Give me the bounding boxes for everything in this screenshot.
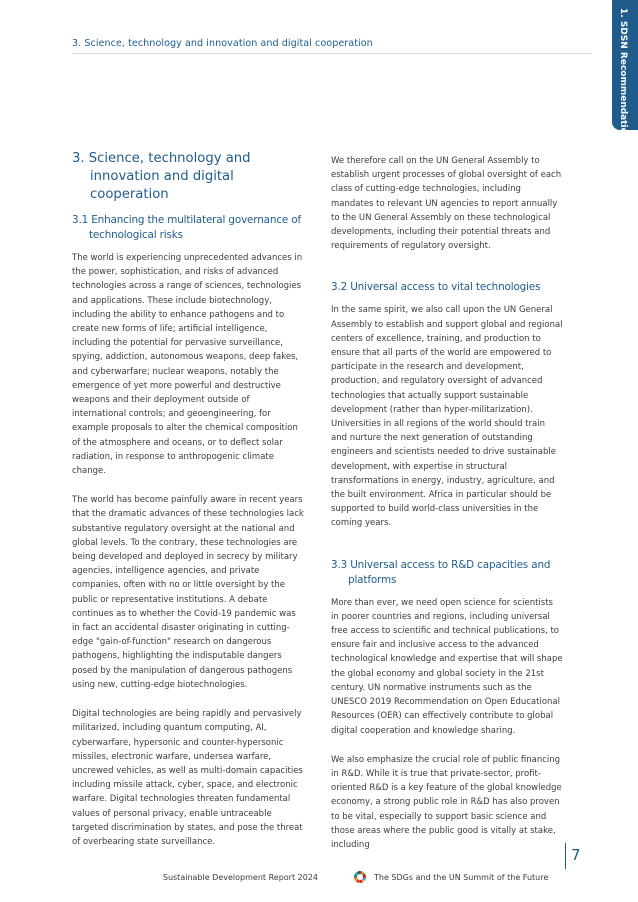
paragraph: We therefore call on the UN General Assembly to establish urgent processes of global oversight of each class of cutting-edge technologies, including mandates to relevant UN agencies to report annually to the UN General Assembly on these technological developments, including their potential threats and requirements of regulatory oversight. bbox=[331, 156, 562, 252]
section-side-tab bbox=[612, 0, 638, 146]
paragraph: The world has become painfully aware in recent years that the dramatic advances of these technologies lack substantive regulatory oversight at the national and global levels. To the contrary, these technologies are being developed and deployed in secrecy by military agencies, intelligence agencies, and private companies, often with no or little oversight by the public or representative institutions. A debate continues as to whether the Covid-19 pandemic was in fact an accidental disaster originating in cutting-edge "gain-of-function" research on dangerous pathogens, highlighting the indisputable dangers posed by the manipulation of dangerous pathogens using new, cutting-edge biotechnologies. bbox=[72, 495, 304, 690]
paragraph: The world is experiencing unprecedented advances in the power, sophistication, and risks of advanced technologies across a range of sciences, technologies and applications. These include biotechnology, including the ability to enhance pathogens and to create new forms of life; artificial intelligence, including the potential for pervasive surveillance, spying, addiction, autonomous weapons, deep fakes, and cyberwarfare; nuclear weapons, notably the emergence of yet more powerful and destructive weapons and their deployment outside of international controls; and geoengineering, for example proposals to alter the chemical composition of the atmosphere and oceans, or to deflect solar radiation, in response to anthropogenic climate change. bbox=[72, 253, 303, 477]
footer-divider bbox=[565, 843, 566, 869]
subsection-3-2-title: 3.2 Universal access to vital technologies bbox=[331, 281, 541, 294]
footer-report-title: Sustainable Development Report 2024 bbox=[162, 873, 318, 882]
paragraph: In the same spirit, we also call upon the UN General Assembly to establish and support global and regional centers of excellence, training, and production to ensure that all parts of the world are empowered to participate in the research and development, production, and regulatory oversight of advanced technologies that actually support sustainable development (rather than hyper-militarization). Universities in all regions of the world should train and nurture the next generation of outstanding engineers and scientists needed to drive sustainable development, with expertise in structural transformations in energy, industry, agriculture, and the built environment. Africa in particular should be supported to build world-class universities in the coming years. bbox=[331, 305, 563, 529]
section-title: 3. Science, technology and innovation and digital cooperation bbox=[72, 151, 251, 202]
paragraph: More than ever, we need open science for scientists in poorer countries and regions, including universal free access to scientific and technical publications, to ensure fair and inclusive access to the advanced technological knowledge and expertise that will shape the global economy and global society in the 21st century. UN normative instruments such as the UNESCO 2019 Recommendation on Open Educational Resources (OER) can effectively contribute to global digital cooperation and knowledge sharing. bbox=[331, 597, 563, 736]
paragraph: Digital technologies are being rapidly and pervasively militarized, including quantum computing, AI, cyberwarfare, hypersonic and counter-hypersonic missiles, electronic warfare, undersea warfare, uncrewed vehicles, as well as multi-domain capacities including missile attack, cyber, space, and electronic warfare. Digital technologies threaten fundamental values of personal privacy, enable untraceable targeted discrimination by states, and pose the threat of overbearing state surveillance. bbox=[72, 709, 303, 847]
right-column bbox=[331, 154, 563, 852]
left-column bbox=[72, 150, 304, 849]
subsection-3-1-title: 3.1 Enhancing the multilateral governance of technological risks bbox=[72, 214, 302, 241]
header-divider bbox=[72, 53, 592, 54]
running-header: 3. Science, technology and innovation and digital cooperation bbox=[72, 38, 373, 49]
subsection-3-3-title: 3.3 Universal access to R&D capacities and platforms bbox=[331, 558, 551, 586]
page-number: 7 bbox=[571, 846, 581, 864]
side-tab-label: 1. SDSN Recommendations bbox=[618, 8, 628, 146]
footer-report-subtitle: The SDGs and the UN Summit of the Future bbox=[374, 873, 549, 882]
paragraph: We also emphasize the crucial role of public financing in R&D. While it is true that private-sector, profit-oriented R&D is a key feature of the global knowledge economy, a strong public role in R&D has also proven to be vital, especially to support basic science and those areas where the public good is vitally at stake, including bbox=[331, 754, 562, 850]
sdg-wheel-icon bbox=[354, 871, 366, 883]
